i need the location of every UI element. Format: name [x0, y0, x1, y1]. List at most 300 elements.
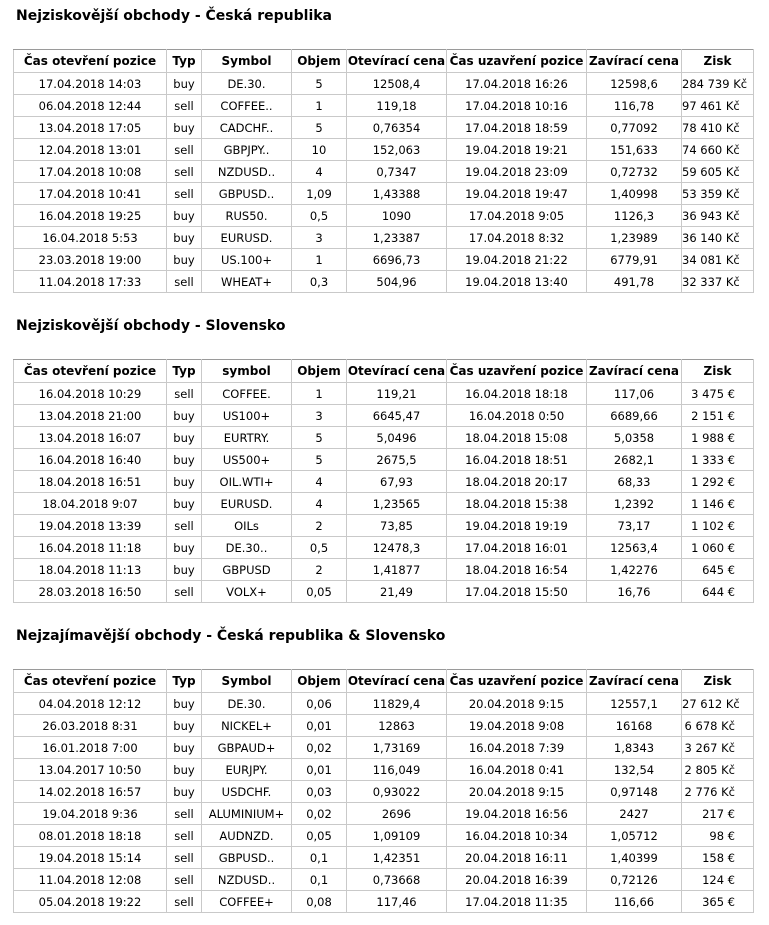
- column-header-open-time: Čas otevření pozice: [14, 50, 167, 73]
- column-header-volume: Objem: [292, 360, 347, 383]
- cell-volume: 5: [292, 73, 347, 95]
- cell-open-price: 6645,47: [347, 405, 447, 427]
- cell-close-time: 17.04.2018 15:50: [447, 581, 587, 603]
- table-row: [14, 405, 754, 427]
- cell-close-time: 18.04.2018 15:08: [447, 427, 587, 449]
- cell-symbol: EURTRY.: [202, 427, 292, 449]
- cell-open-price: 0,73668: [347, 869, 447, 891]
- table-row: [14, 95, 754, 117]
- table-row: [14, 493, 754, 515]
- cell-profit: 1 292 €: [682, 471, 754, 493]
- cell-close-price: 491,78: [587, 271, 682, 293]
- table-row: [14, 73, 754, 95]
- cell-close-price: 73,17: [587, 515, 682, 537]
- cell-symbol: USDCHF.: [202, 781, 292, 803]
- cell-volume: 0,5: [292, 537, 347, 559]
- table-row: [14, 781, 754, 803]
- cell-close-time: 17.04.2018 10:16: [447, 95, 587, 117]
- trades-table: [13, 49, 754, 293]
- cell-close-price: 0,77092: [587, 117, 682, 139]
- column-header-type: Typ: [167, 360, 202, 383]
- column-header-symbol: symbol: [202, 360, 292, 383]
- cell-open-price: 1,43388: [347, 183, 447, 205]
- cell-open-price: 119,21: [347, 383, 447, 405]
- cell-close-price: 16,76: [587, 581, 682, 603]
- cell-open-price: 12478,3: [347, 537, 447, 559]
- section-title: Nejzajímavější obchody - Česká republika & Slovensko: [16, 628, 446, 644]
- cell-open-time: 04.04.2018 12:12: [14, 693, 167, 715]
- cell-open-price: 1,42351: [347, 847, 447, 869]
- cell-profit: 124 €: [682, 869, 754, 891]
- cell-open-time: 11.04.2018 12:08: [14, 869, 167, 891]
- table-row: [14, 803, 754, 825]
- cell-symbol: US500+: [202, 449, 292, 471]
- cell-symbol: GBPJPY..: [202, 139, 292, 161]
- cell-open-time: 12.04.2018 13:01: [14, 139, 167, 161]
- cell-close-time: 20.04.2018 9:15: [447, 781, 587, 803]
- cell-close-time: 19.04.2018 19:47: [447, 183, 587, 205]
- cell-open-time: 06.04.2018 12:44: [14, 95, 167, 117]
- cell-symbol: COFFEE+: [202, 891, 292, 913]
- cell-open-time: 23.03.2018 19:00: [14, 249, 167, 271]
- table-row: [14, 869, 754, 891]
- cell-volume: 4: [292, 471, 347, 493]
- cell-symbol: US.100+: [202, 249, 292, 271]
- table-row: [14, 471, 754, 493]
- table-row: [14, 737, 754, 759]
- cell-close-time: 17.04.2018 8:32: [447, 227, 587, 249]
- table-row: [14, 581, 754, 603]
- cell-profit: 158 €: [682, 847, 754, 869]
- cell-open-time: 18.04.2018 16:51: [14, 471, 167, 493]
- cell-profit: 32 337 Kč: [682, 271, 754, 293]
- column-header-open-price: Otevírací cena: [347, 670, 447, 693]
- table-row: [14, 693, 754, 715]
- table-header-row: [14, 50, 754, 73]
- cell-type: buy: [167, 73, 202, 95]
- cell-close-price: 0,72126: [587, 869, 682, 891]
- cell-close-price: 68,33: [587, 471, 682, 493]
- cell-close-time: 17.04.2018 9:05: [447, 205, 587, 227]
- cell-volume: 0,02: [292, 737, 347, 759]
- cell-type: buy: [167, 117, 202, 139]
- cell-type: buy: [167, 693, 202, 715]
- cell-close-time: 17.04.2018 11:35: [447, 891, 587, 913]
- table-row: [14, 205, 754, 227]
- cell-open-price: 73,85: [347, 515, 447, 537]
- cell-volume: 3: [292, 227, 347, 249]
- column-header-profit: Zisk: [682, 360, 754, 383]
- cell-profit: 1 333 €: [682, 449, 754, 471]
- cell-close-time: 16.04.2018 18:51: [447, 449, 587, 471]
- cell-volume: 0,5: [292, 205, 347, 227]
- column-header-open-time: Čas otevření pozice: [14, 670, 167, 693]
- cell-profit: 645 €: [682, 559, 754, 581]
- table-row: [14, 249, 754, 271]
- section-title: Nejziskovější obchody - Slovensko: [16, 318, 286, 334]
- cell-open-price: 1090: [347, 205, 447, 227]
- column-header-close-price: Zavírací cena: [587, 360, 682, 383]
- cell-close-time: 16.04.2018 10:34: [447, 825, 587, 847]
- column-header-symbol: Symbol: [202, 670, 292, 693]
- cell-type: buy: [167, 249, 202, 271]
- cell-symbol: DE.30..: [202, 537, 292, 559]
- cell-volume: 0,05: [292, 825, 347, 847]
- cell-type: buy: [167, 449, 202, 471]
- cell-open-time: 16.04.2018 10:29: [14, 383, 167, 405]
- cell-type: sell: [167, 139, 202, 161]
- cell-profit: 53 359 Kč: [682, 183, 754, 205]
- cell-open-price: 1,41877: [347, 559, 447, 581]
- cell-open-price: 6696,73: [347, 249, 447, 271]
- cell-close-price: 6779,91: [587, 249, 682, 271]
- cell-symbol: AUDNZD.: [202, 825, 292, 847]
- cell-symbol: ALUMINIUM+: [202, 803, 292, 825]
- cell-open-time: 16.01.2018 7:00: [14, 737, 167, 759]
- cell-type: sell: [167, 183, 202, 205]
- cell-close-time: 19.04.2018 13:40: [447, 271, 587, 293]
- cell-volume: 0,03: [292, 781, 347, 803]
- cell-profit: 3 267 Kč: [682, 737, 754, 759]
- cell-volume: 2: [292, 559, 347, 581]
- table-row: [14, 139, 754, 161]
- cell-open-price: 67,93: [347, 471, 447, 493]
- column-header-volume: Objem: [292, 50, 347, 73]
- cell-profit: 217 €: [682, 803, 754, 825]
- table-row: [14, 271, 754, 293]
- column-header-close-price: Zavírací cena: [587, 670, 682, 693]
- cell-close-price: 1,2392: [587, 493, 682, 515]
- cell-open-price: 2675,5: [347, 449, 447, 471]
- cell-open-time: 11.04.2018 17:33: [14, 271, 167, 293]
- cell-volume: 1: [292, 249, 347, 271]
- table-row: [14, 117, 754, 139]
- cell-close-time: 18.04.2018 15:38: [447, 493, 587, 515]
- cell-open-price: 1,73169: [347, 737, 447, 759]
- cell-close-price: 6689,66: [587, 405, 682, 427]
- cell-close-time: 16.04.2018 0:50: [447, 405, 587, 427]
- table-row: [14, 825, 754, 847]
- cell-volume: 2: [292, 515, 347, 537]
- cell-symbol: RUS50.: [202, 205, 292, 227]
- column-header-close-time: Čas uzavření pozice: [447, 670, 587, 693]
- cell-open-price: 21,49: [347, 581, 447, 603]
- cell-profit: 74 660 Kč: [682, 139, 754, 161]
- cell-open-time: 28.03.2018 16:50: [14, 581, 167, 603]
- column-header-open-price: Otevírací cena: [347, 360, 447, 383]
- cell-open-price: 11829,4: [347, 693, 447, 715]
- cell-type: sell: [167, 581, 202, 603]
- cell-symbol: EURJPY.: [202, 759, 292, 781]
- cell-close-time: 19.04.2018 23:09: [447, 161, 587, 183]
- cell-close-price: 1,40998: [587, 183, 682, 205]
- cell-open-time: 14.02.2018 16:57: [14, 781, 167, 803]
- cell-symbol: US100+: [202, 405, 292, 427]
- cell-open-price: 152,063: [347, 139, 447, 161]
- cell-close-time: 19.04.2018 16:56: [447, 803, 587, 825]
- cell-volume: 0,02: [292, 803, 347, 825]
- cell-close-time: 18.04.2018 20:17: [447, 471, 587, 493]
- cell-symbol: OIL.WTI+: [202, 471, 292, 493]
- cell-profit: 98 €: [682, 825, 754, 847]
- cell-close-price: 0,72732: [587, 161, 682, 183]
- cell-close-price: 116,78: [587, 95, 682, 117]
- table-row: [14, 537, 754, 559]
- cell-open-time: 19.04.2018 13:39: [14, 515, 167, 537]
- cell-profit: 1 102 €: [682, 515, 754, 537]
- table-row: [14, 449, 754, 471]
- cell-type: buy: [167, 493, 202, 515]
- cell-volume: 1: [292, 95, 347, 117]
- cell-open-price: 5,0496: [347, 427, 447, 449]
- column-header-close-price: Zavírací cena: [587, 50, 682, 73]
- cell-close-price: 1,23989: [587, 227, 682, 249]
- cell-volume: 0,1: [292, 847, 347, 869]
- cell-type: sell: [167, 825, 202, 847]
- cell-open-time: 13.04.2018 16:07: [14, 427, 167, 449]
- cell-open-price: 12863: [347, 715, 447, 737]
- cell-open-time: 17.04.2018 10:41: [14, 183, 167, 205]
- cell-symbol: DE.30.: [202, 73, 292, 95]
- cell-volume: 5: [292, 449, 347, 471]
- table-row: [14, 427, 754, 449]
- table-row: [14, 227, 754, 249]
- cell-type: buy: [167, 537, 202, 559]
- column-header-close-time: Čas uzavření pozice: [447, 50, 587, 73]
- cell-volume: 0,06: [292, 693, 347, 715]
- cell-symbol: GBPUSD..: [202, 183, 292, 205]
- cell-close-price: 1,05712: [587, 825, 682, 847]
- cell-profit: 2 151 €: [682, 405, 754, 427]
- cell-open-time: 16.04.2018 5:53: [14, 227, 167, 249]
- cell-close-price: 16168: [587, 715, 682, 737]
- cell-open-time: 16.04.2018 11:18: [14, 537, 167, 559]
- cell-volume: 1,09: [292, 183, 347, 205]
- cell-open-price: 117,46: [347, 891, 447, 913]
- cell-symbol: COFFEE..: [202, 95, 292, 117]
- cell-open-time: 17.04.2018 10:08: [14, 161, 167, 183]
- cell-type: buy: [167, 427, 202, 449]
- cell-type: buy: [167, 205, 202, 227]
- cell-symbol: NZDUSD..: [202, 161, 292, 183]
- cell-profit: 365 €: [682, 891, 754, 913]
- cell-type: sell: [167, 161, 202, 183]
- cell-open-time: 26.03.2018 8:31: [14, 715, 167, 737]
- cell-profit: 36 943 Kč: [682, 205, 754, 227]
- cell-open-price: 0,76354: [347, 117, 447, 139]
- cell-close-time: 16.04.2018 0:41: [447, 759, 587, 781]
- cell-profit: 6 678 Kč: [682, 715, 754, 737]
- cell-close-time: 20.04.2018 9:15: [447, 693, 587, 715]
- cell-profit: 78 410 Kč: [682, 117, 754, 139]
- cell-type: buy: [167, 781, 202, 803]
- cell-profit: 1 988 €: [682, 427, 754, 449]
- column-header-profit: Zisk: [682, 670, 754, 693]
- cell-volume: 10: [292, 139, 347, 161]
- cell-open-price: 0,93022: [347, 781, 447, 803]
- cell-type: buy: [167, 715, 202, 737]
- cell-type: sell: [167, 869, 202, 891]
- cell-profit: 1 146 €: [682, 493, 754, 515]
- cell-open-time: 16.04.2018 19:25: [14, 205, 167, 227]
- cell-close-price: 151,633: [587, 139, 682, 161]
- table-row: [14, 891, 754, 913]
- table-row: [14, 715, 754, 737]
- cell-close-price: 1,40399: [587, 847, 682, 869]
- cell-volume: 4: [292, 493, 347, 515]
- table-row: [14, 559, 754, 581]
- cell-type: sell: [167, 383, 202, 405]
- cell-close-price: 117,06: [587, 383, 682, 405]
- cell-open-time: 13.04.2018 21:00: [14, 405, 167, 427]
- cell-symbol: CADCHF..: [202, 117, 292, 139]
- cell-profit: 1 060 €: [682, 537, 754, 559]
- cell-symbol: COFFEE.: [202, 383, 292, 405]
- cell-type: sell: [167, 847, 202, 869]
- section-sk: [13, 317, 753, 599]
- cell-volume: 0,3: [292, 271, 347, 293]
- cell-open-time: 05.04.2018 19:22: [14, 891, 167, 913]
- cell-close-price: 0,97148: [587, 781, 682, 803]
- section-title: Nejziskovější obchody - Česká republika: [16, 8, 332, 24]
- cell-symbol: GBPUSD..: [202, 847, 292, 869]
- cell-open-time: 18.04.2018 9:07: [14, 493, 167, 515]
- cell-close-time: 17.04.2018 16:01: [447, 537, 587, 559]
- table-row: [14, 161, 754, 183]
- trades-table: [13, 669, 754, 913]
- cell-symbol: OILs: [202, 515, 292, 537]
- cell-open-time: 08.01.2018 18:18: [14, 825, 167, 847]
- cell-volume: 0,08: [292, 891, 347, 913]
- column-header-symbol: Symbol: [202, 50, 292, 73]
- cell-open-price: 12508,4: [347, 73, 447, 95]
- cell-open-time: 17.04.2018 14:03: [14, 73, 167, 95]
- cell-profit: 97 461 Kč: [682, 95, 754, 117]
- cell-open-price: 119,18: [347, 95, 447, 117]
- cell-close-time: 19.04.2018 21:22: [447, 249, 587, 271]
- cell-close-time: 17.04.2018 18:59: [447, 117, 587, 139]
- cell-close-time: 19.04.2018 19:21: [447, 139, 587, 161]
- cell-close-time: 16.04.2018 7:39: [447, 737, 587, 759]
- cell-close-time: 18.04.2018 16:54: [447, 559, 587, 581]
- cell-close-price: 1,8343: [587, 737, 682, 759]
- cell-volume: 0,01: [292, 715, 347, 737]
- cell-type: sell: [167, 95, 202, 117]
- trades-table: [13, 359, 754, 603]
- cell-profit: 27 612 Kč: [682, 693, 754, 715]
- cell-volume: 5: [292, 427, 347, 449]
- column-header-profit: Zisk: [682, 50, 754, 73]
- cell-volume: 0,01: [292, 759, 347, 781]
- column-header-volume: Objem: [292, 670, 347, 693]
- cell-open-price: 116,049: [347, 759, 447, 781]
- cell-close-price: 5,0358: [587, 427, 682, 449]
- cell-profit: 284 739 Kč: [682, 73, 754, 95]
- cell-symbol: NICKEL+: [202, 715, 292, 737]
- cell-volume: 5: [292, 117, 347, 139]
- cell-type: buy: [167, 227, 202, 249]
- cell-open-price: 1,23565: [347, 493, 447, 515]
- cell-open-time: 19.04.2018 15:14: [14, 847, 167, 869]
- cell-close-price: 1126,3: [587, 205, 682, 227]
- cell-profit: 36 140 Kč: [682, 227, 754, 249]
- cell-volume: 3: [292, 405, 347, 427]
- cell-open-price: 1,09109: [347, 825, 447, 847]
- cell-type: buy: [167, 471, 202, 493]
- cell-type: sell: [167, 803, 202, 825]
- cell-close-time: 20.04.2018 16:11: [447, 847, 587, 869]
- table-row: [14, 183, 754, 205]
- cell-close-price: 12563,4: [587, 537, 682, 559]
- cell-symbol: GBPUSD: [202, 559, 292, 581]
- cell-type: buy: [167, 559, 202, 581]
- cell-close-price: 1,42276: [587, 559, 682, 581]
- section-cz: [13, 7, 753, 289]
- cell-volume: 1: [292, 383, 347, 405]
- table-row: [14, 515, 754, 537]
- cell-close-price: 12557,1: [587, 693, 682, 715]
- cell-open-time: 19.04.2018 9:36: [14, 803, 167, 825]
- cell-open-time: 16.04.2018 16:40: [14, 449, 167, 471]
- cell-open-price: 504,96: [347, 271, 447, 293]
- column-header-open-price: Otevírací cena: [347, 50, 447, 73]
- cell-symbol: EURUSD.: [202, 493, 292, 515]
- cell-symbol: EURUSD.: [202, 227, 292, 249]
- cell-symbol: NZDUSD..: [202, 869, 292, 891]
- table-row: [14, 847, 754, 869]
- table-row: [14, 383, 754, 405]
- cell-profit: 34 081 Kč: [682, 249, 754, 271]
- cell-close-time: 19.04.2018 19:19: [447, 515, 587, 537]
- column-header-type: Typ: [167, 670, 202, 693]
- table-header-row: [14, 360, 754, 383]
- cell-symbol: DE.30.: [202, 693, 292, 715]
- cell-close-time: 19.04.2018 9:08: [447, 715, 587, 737]
- cell-type: buy: [167, 405, 202, 427]
- cell-close-price: 12598,6: [587, 73, 682, 95]
- cell-close-price: 2427: [587, 803, 682, 825]
- cell-open-price: 0,7347: [347, 161, 447, 183]
- cell-profit: 2 805 Kč: [682, 759, 754, 781]
- column-header-close-time: Čas uzavření pozice: [447, 360, 587, 383]
- cell-volume: 4: [292, 161, 347, 183]
- cell-open-price: 2696: [347, 803, 447, 825]
- cell-close-time: 20.04.2018 16:39: [447, 869, 587, 891]
- cell-symbol: VOLX+: [202, 581, 292, 603]
- cell-profit: 2 776 Kč: [682, 781, 754, 803]
- table-header-row: [14, 670, 754, 693]
- cell-type: buy: [167, 737, 202, 759]
- cell-type: sell: [167, 271, 202, 293]
- column-header-type: Typ: [167, 50, 202, 73]
- cell-open-time: 18.04.2018 11:13: [14, 559, 167, 581]
- table-row: [14, 759, 754, 781]
- cell-close-price: 116,66: [587, 891, 682, 913]
- section-cz-sk: [13, 627, 753, 909]
- cell-close-time: 16.04.2018 18:18: [447, 383, 587, 405]
- cell-volume: 0,1: [292, 869, 347, 891]
- cell-open-time: 13.04.2017 10:50: [14, 759, 167, 781]
- cell-close-time: 17.04.2018 16:26: [447, 73, 587, 95]
- cell-profit: 59 605 Kč: [682, 161, 754, 183]
- cell-open-time: 13.04.2018 17:05: [14, 117, 167, 139]
- cell-close-price: 132,54: [587, 759, 682, 781]
- cell-type: sell: [167, 515, 202, 537]
- cell-symbol: WHEAT+: [202, 271, 292, 293]
- cell-profit: 644 €: [682, 581, 754, 603]
- cell-type: sell: [167, 891, 202, 913]
- cell-type: buy: [167, 759, 202, 781]
